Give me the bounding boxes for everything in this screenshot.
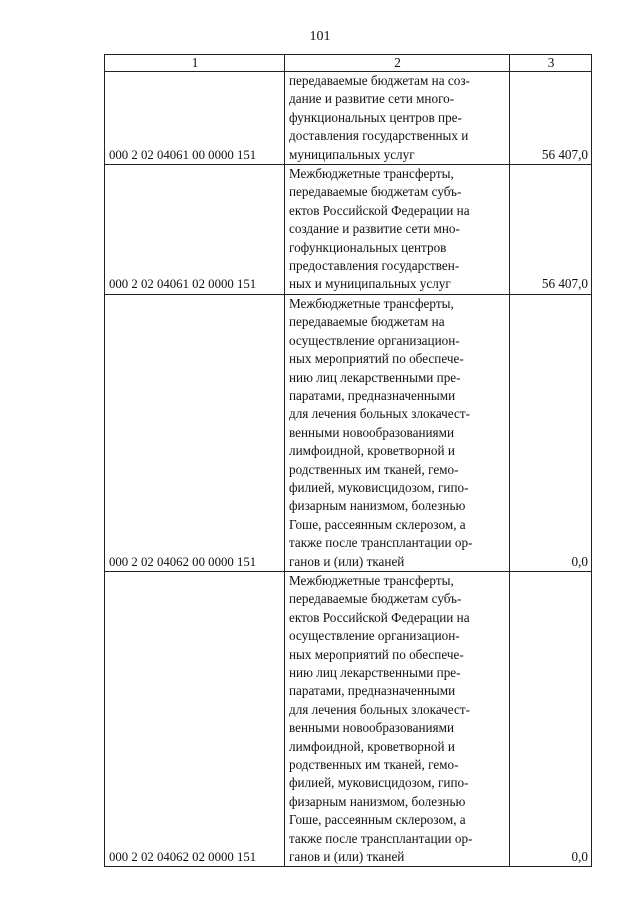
budget-code-cell: 000 2 02 04062 00 0000 151 xyxy=(105,294,285,571)
amount-cell: 0,0 xyxy=(510,571,592,867)
description-line: филией, муковисцидозом, гипо- xyxy=(289,479,469,495)
description-line: паратами, предназначенными xyxy=(289,387,456,403)
description-line: нию лиц лекарственными пре- xyxy=(289,665,461,680)
description-line: нию лиц лекарственными пре- xyxy=(289,369,461,385)
description-line: Гоше, рассеянным склерозом, а xyxy=(289,516,466,532)
budget-code-cell: 000 2 02 04061 00 0000 151 xyxy=(105,72,285,165)
description-line: ганов и (или) тканей xyxy=(289,849,405,865)
description-cell xyxy=(285,571,510,867)
description-line: муниципальных услуг xyxy=(289,146,415,162)
description-line: физарным нанизмом, болезнью xyxy=(289,498,466,514)
budget-code-cell: 000 2 02 04062 02 0000 151 xyxy=(105,571,285,867)
description-line: передаваемые бюджетам на соз- xyxy=(289,73,470,88)
description-line: создание и развитие сети мно- xyxy=(289,221,460,237)
description-line: ных мероприятий по обеспече- xyxy=(289,351,464,367)
description-line: предоставления государствен- xyxy=(289,258,460,274)
description-line: паратами, предназначенными xyxy=(289,683,456,699)
description-line: также после трансплантации ор- xyxy=(289,830,473,846)
table-header-row xyxy=(105,55,592,72)
column-header-1: 1 xyxy=(105,55,285,72)
amount-cell: 56 407,0 xyxy=(510,165,592,295)
table-row xyxy=(105,165,592,295)
description-line: функциональных центров пре- xyxy=(289,109,462,125)
description-line: ных и муниципальных услуг xyxy=(289,276,451,292)
table-row xyxy=(105,294,592,571)
page-number: 101 xyxy=(309,29,331,44)
description-line: венными новообразованиями xyxy=(289,720,455,736)
amount-cell: 0,0 xyxy=(510,294,592,571)
description-line: Межбюджетные трансферты, xyxy=(289,295,454,311)
description-line: передаваемые бюджетам субъ- xyxy=(289,591,462,607)
description-line: Межбюджетные трансферты, xyxy=(289,166,454,182)
description-cell xyxy=(285,72,510,165)
description-line: осуществление организацион- xyxy=(289,332,460,348)
description-line: ганов и (или) тканей xyxy=(289,553,405,569)
budget-table xyxy=(104,54,592,867)
description-line: дание и развитие сети много- xyxy=(289,91,455,107)
column-header-3: 3 xyxy=(510,55,592,72)
description-line: передаваемые бюджетам субъ- xyxy=(289,184,462,200)
description-line: Гоше, рассеянным склерозом, а xyxy=(289,812,466,828)
table-row xyxy=(105,72,592,165)
description-line: также после трансплантации ор- xyxy=(289,535,473,551)
description-line: лимфоидной, кроветворной и xyxy=(289,443,455,459)
description-line: ных мероприятий по обеспече- xyxy=(289,646,464,662)
description-line: родственных им тканей, гемо- xyxy=(289,461,459,477)
description-line: венными новообразованиями xyxy=(289,424,455,440)
description-line: родственных им тканей, гемо- xyxy=(289,757,459,773)
description-line: гофункциональных центров xyxy=(289,239,447,255)
description-line: физарным нанизмом, болезнью xyxy=(289,793,466,809)
description-cell xyxy=(285,294,510,571)
description-line: передаваемые бюджетам на xyxy=(289,314,445,330)
column-header-2: 2 xyxy=(285,55,510,72)
amount-cell: 56 407,0 xyxy=(510,72,592,165)
description-line: ектов Российской Федерации на xyxy=(289,202,470,218)
description-line: для лечения больных злокачест- xyxy=(289,701,470,717)
description-line: лимфоидной, кроветворной и xyxy=(289,738,455,754)
description-line: осуществление организацион- xyxy=(289,628,460,644)
description-cell xyxy=(285,165,510,295)
table-row xyxy=(105,571,592,867)
description-line: для лечения больных злокачест- xyxy=(289,406,470,422)
description-line: доставления государственных и xyxy=(289,128,469,144)
budget-code-cell: 000 2 02 04061 02 0000 151 xyxy=(105,165,285,295)
description-line: ектов Российской Федерации на xyxy=(289,609,470,625)
description-line: филией, муковисцидозом, гипо- xyxy=(289,775,469,791)
description-line: Межбюджетные трансферты, xyxy=(289,572,454,588)
